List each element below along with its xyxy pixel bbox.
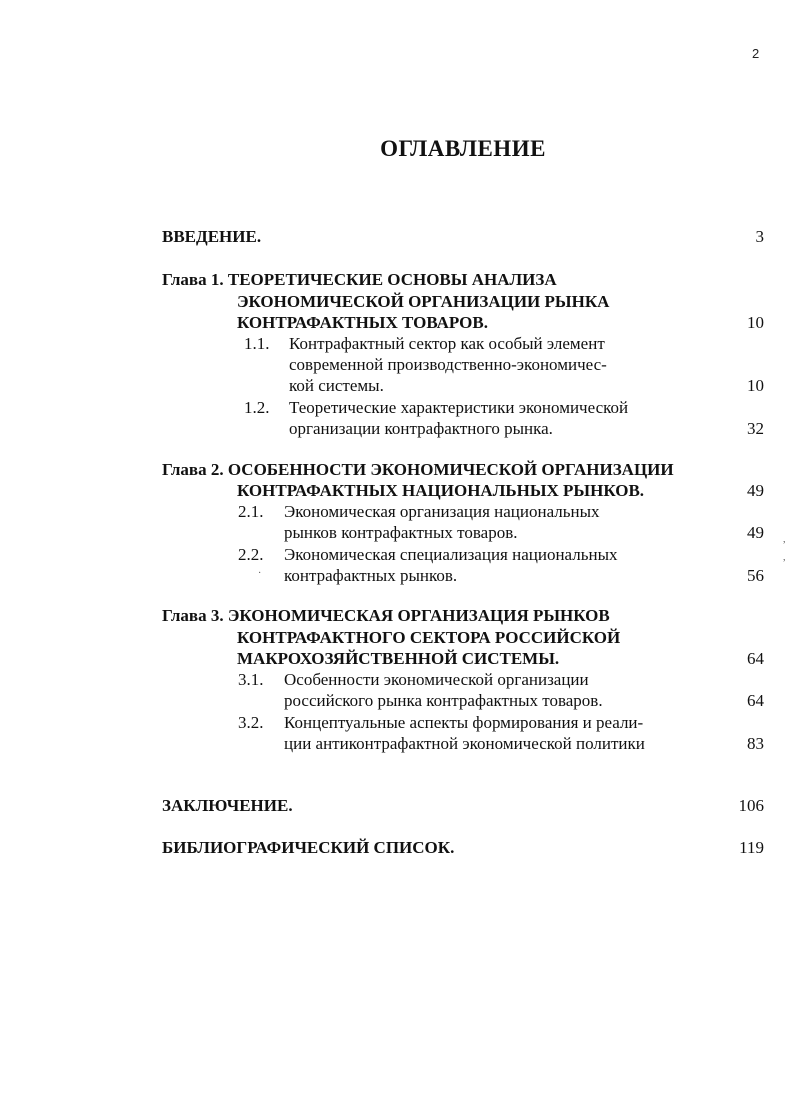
section-2-1-page: 49: [747, 523, 764, 542]
chapter-3-line-3: МАКРОХОЗЯЙСТВЕННОЙ СИСТЕМЫ.: [237, 649, 560, 668]
section-1-1-page: 10: [747, 376, 764, 395]
chapter-3-line-2: КОНТРАФАКТНОГО СЕКТОРА РОССИЙСКОЙ: [237, 628, 621, 647]
section-2-1-line-2: рынков контрафактных товаров.: [284, 523, 518, 542]
toc-conclusion-page: 106: [738, 796, 764, 815]
toc-intro-label: ВВЕДЕНИЕ.: [162, 227, 262, 246]
section-3-2-line-2: ции антиконтрафактной экономической политики: [284, 734, 645, 753]
section-1-2-line-1: Теоретические характеристики экономической: [289, 398, 629, 417]
section-3-2-line-1: Концептуальные аспекты формирования и реали-: [284, 713, 644, 732]
section-1-2-page: 32: [747, 419, 764, 438]
section-1-1-line-2: современной производственно-экономичес-: [289, 355, 607, 374]
chapter-1-line-3: КОНТРАФАКТНЫХ ТОВАРОВ.: [237, 313, 488, 332]
chapter-3-page: 64: [747, 649, 764, 668]
chapter-2-page: 49: [747, 481, 764, 500]
page-title: ОГЛАВЛЕНИЕ: [380, 136, 546, 161]
section-1-1-line-3: кой системы.: [289, 376, 384, 395]
chapter-1-line-1: Глава 1. ТЕОРЕТИЧЕСКИЕ ОСНОВЫ АНАЛИЗА: [162, 270, 557, 289]
toc-bibliography-page: 119: [739, 838, 764, 857]
section-3-1-number: 3.1.: [238, 670, 264, 689]
scan-speck: ·: [258, 568, 262, 579]
section-3-1-line-2: российского рынка контрафактных товаров.: [284, 691, 603, 710]
scan-speck: ,: [783, 534, 786, 545]
section-3-2-page: 83: [747, 734, 764, 753]
section-1-1-number: 1.1.: [244, 334, 270, 353]
section-3-1-line-1: Особенности экономической организации: [284, 670, 589, 689]
section-1-2-number: 1.2.: [244, 398, 270, 417]
section-2-1-number: 2.1.: [238, 502, 264, 521]
section-3-1-page: 64: [747, 691, 764, 710]
section-2-1-line-1: Экономическая организация национальных: [284, 502, 600, 521]
section-2-2-line-1: Экономическая специализация национальных: [284, 545, 618, 564]
section-1-2-line-2: организации контрафактного рынка.: [289, 419, 553, 438]
toc-conclusion-label: ЗАКЛЮЧЕНИЕ.: [162, 796, 293, 815]
chapter-1-page: 10: [747, 313, 764, 332]
page-number: 2: [752, 46, 760, 61]
section-1-1-line-1: Контрафактный сектор как особый элемент: [289, 334, 605, 353]
section-2-2-number: 2.2.: [238, 545, 264, 564]
chapter-2-line-1: Глава 2. ОСОБЕННОСТИ ЭКОНОМИЧЕСКОЙ ОРГАНИЗАЦИИ: [162, 460, 674, 479]
chapter-3-line-1: Глава 3. ЭКОНОМИЧЕСКАЯ ОРГАНИЗАЦИЯ РЫНКОВ: [162, 606, 610, 625]
scan-speck: ,: [783, 552, 786, 563]
section-3-2-number: 3.2.: [238, 713, 264, 732]
section-2-2-page: 56: [747, 566, 764, 585]
toc-intro-page: 3: [755, 227, 764, 246]
toc-bibliography-label: БИБЛИОГРАФИЧЕСКИЙ СПИСОК.: [162, 838, 455, 857]
chapter-2-line-2: КОНТРАФАКТНЫХ НАЦИОНАЛЬНЫХ РЫНКОВ.: [237, 481, 645, 500]
chapter-1-line-2: ЭКОНОМИЧЕСКОЙ ОРГАНИЗАЦИИ РЫНКА: [237, 292, 610, 311]
section-2-2-line-2: контрафактных рынков.: [284, 566, 458, 585]
